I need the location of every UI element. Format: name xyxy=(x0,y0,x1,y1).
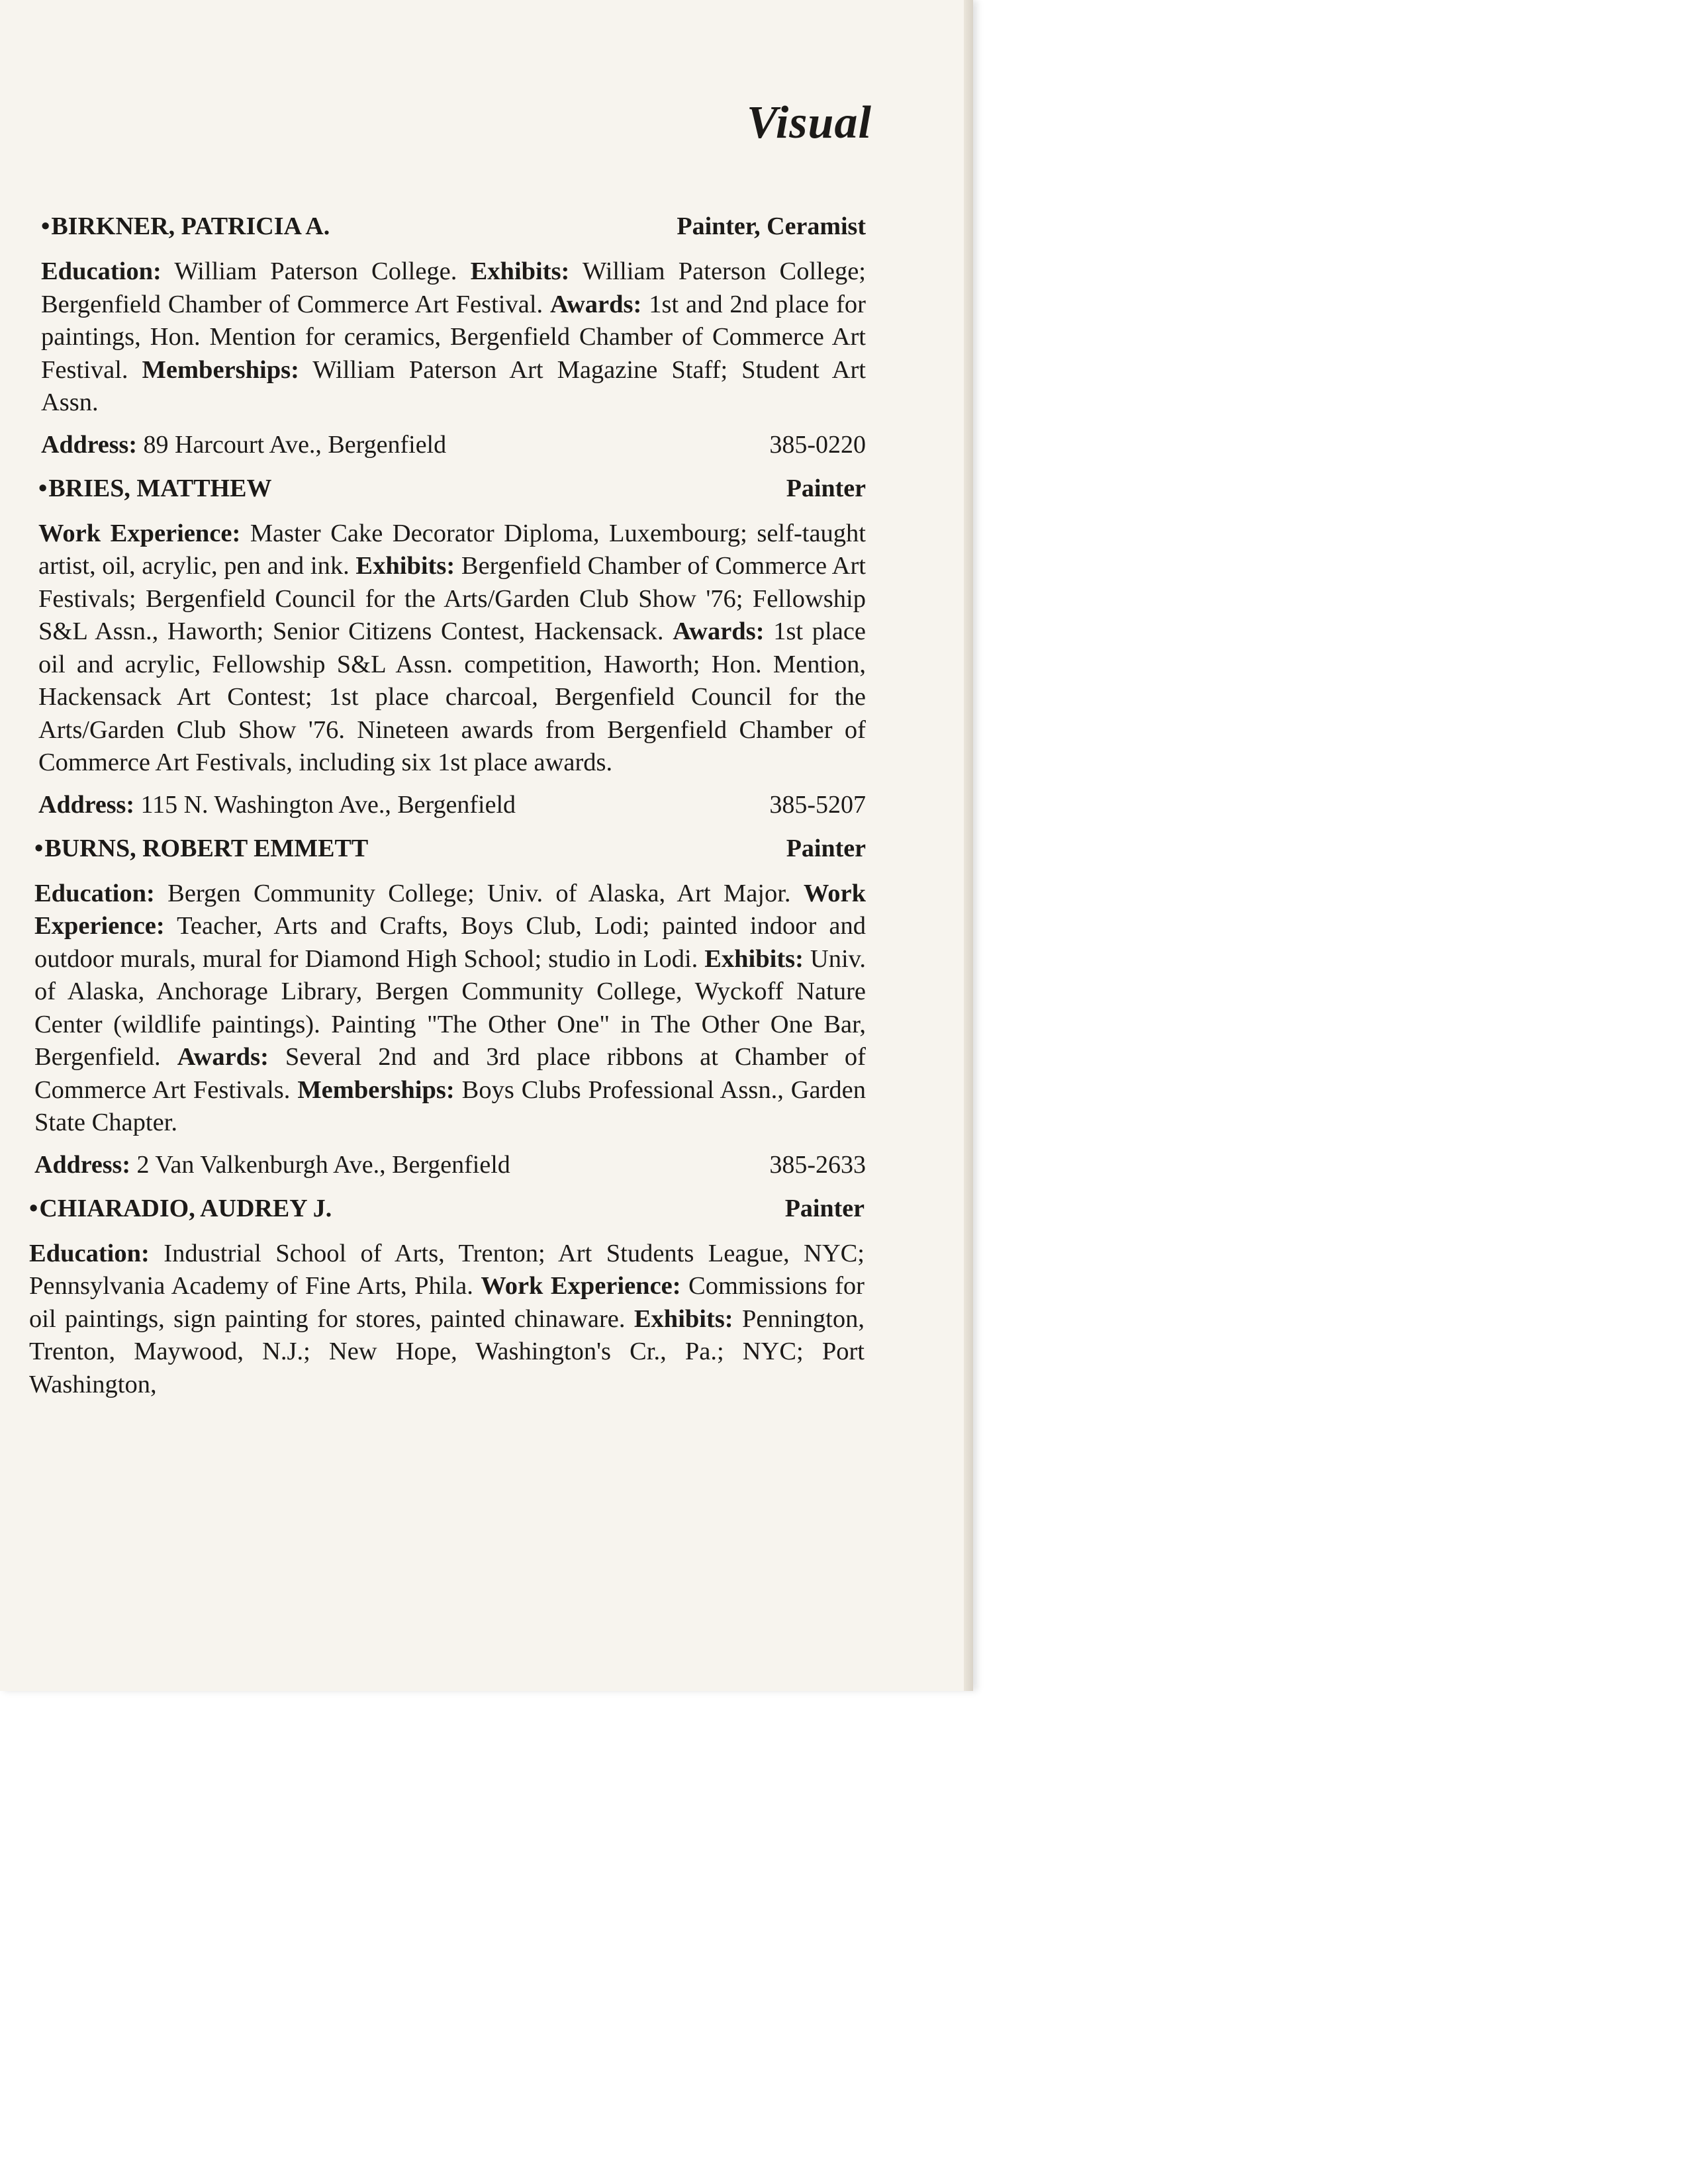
field-text: William Paterson Art Magazine Staff; Student Art Assn. xyxy=(41,355,866,416)
field-label: Work Experience: xyxy=(34,879,867,940)
field-label: Awards: xyxy=(550,290,642,318)
page-edge xyxy=(964,0,973,1691)
field-label: Education: xyxy=(34,879,155,907)
field-label: Education: xyxy=(41,257,162,285)
field-text: Several 2nd and 3rd place ribbons at Chamber of Commerce Art Festivals. xyxy=(34,1043,866,1104)
field-label: Work Experience: xyxy=(38,519,241,547)
artist-entry xyxy=(34,834,866,1179)
directory-page xyxy=(0,0,973,1691)
address-line xyxy=(38,790,866,819)
artist-name: • BIRKNER, PATRICIA A. xyxy=(41,212,330,241)
field-text: Industrial School of Arts, Trenton; Art Students League, NYC; Pennsylvania Academy of Fine Arts, Phila. xyxy=(29,1239,865,1300)
artist-discipline: Painter xyxy=(786,834,866,862)
address-text: 89 Harcourt Ave., Bergenfield xyxy=(143,430,447,459)
address-label: Address: xyxy=(38,790,134,819)
address-line xyxy=(34,1150,866,1179)
entry-details xyxy=(38,518,866,780)
field-label: Exhibits: xyxy=(704,944,804,973)
field-text: 1st and 2nd place for paintings, Hon. Mention for ceramics, Bergenfield Chamber of Commerce Art Festival. xyxy=(41,290,866,384)
entry-details xyxy=(29,1238,865,1402)
field-label: Memberships: xyxy=(297,1075,455,1104)
field-text: Commissions for oil paintings, sign painting for stores, painted chinaware. xyxy=(29,1272,865,1333)
artist-entry xyxy=(29,1194,865,1402)
field-text: Master Cake Decorator Diploma, Luxembourg; self-taught artist, oil, acrylic, pen and ink. xyxy=(38,519,867,580)
artist-discipline: Painter xyxy=(784,1194,865,1222)
phone-number: 385-5207 xyxy=(769,790,866,819)
artist-name: • BRIES, MATTHEW xyxy=(38,474,271,503)
phone-number: 385-2633 xyxy=(769,1150,866,1179)
entry-header xyxy=(29,1194,865,1223)
address-label: Address: xyxy=(34,1150,130,1179)
address-text: 115 N. Washington Ave., Bergenfield xyxy=(140,790,516,819)
address-text: 2 Van Valkenburgh Ave., Bergenfield xyxy=(136,1150,510,1179)
address-label: Address: xyxy=(41,430,137,459)
field-text: Univ. of Alaska, Anchorage Library, Bergen Community College, Wyckoff Nature Center (wildlife paintings). Painting "The Other One" in The Other One Bar, Bergenfield. xyxy=(34,944,867,1071)
entry-header xyxy=(34,834,866,863)
section-title: Visual xyxy=(747,97,872,148)
artist-entry xyxy=(38,474,866,819)
field-label: Memberships: xyxy=(142,355,299,384)
artist-name: • CHIARADIO, AUDREY J. xyxy=(29,1194,332,1223)
address-line xyxy=(41,430,866,459)
entry-header xyxy=(41,212,866,241)
field-text: 1st place oil and acrylic, Fellowship S&L Assn. competition, Haworth; Hon. Mention, Hackensack Art Contest; 1st place charcoal, Bergenfield Council for the Arts/Garden Club Show '76. Nineteen awards from Bergenfield Chamber of Commerce Art Festivals, including six 1st place awards. xyxy=(38,617,867,776)
phone-number: 385-0220 xyxy=(769,430,866,459)
field-label: Exhibits: xyxy=(633,1304,733,1333)
field-label: Education: xyxy=(29,1239,150,1267)
entry-list xyxy=(29,212,867,1416)
field-label: Exhibits: xyxy=(470,257,570,285)
field-text: William Paterson College. xyxy=(174,257,457,285)
field-label: Awards: xyxy=(673,617,765,645)
field-text: Bergenfield Chamber of Commerce Art Festivals; Bergenfield Council for the Arts/Garden Club Show '76; Fellowship S&L Assn., Haworth; Senior Citizens Contest, Hackensack. xyxy=(38,552,866,645)
field-text: Bergen Community College; Univ. of Alaska, Art Major. xyxy=(167,879,791,907)
artist-name: • BURNS, ROBERT EMMETT xyxy=(34,834,368,863)
entry-details xyxy=(34,878,866,1140)
field-text: William Paterson College; Bergenfield Chamber of Commerce Art Festival. xyxy=(41,257,867,318)
field-label: Awards: xyxy=(177,1043,269,1071)
artist-entry xyxy=(41,212,866,459)
field-text: Teacher, Arts and Crafts, Boys Club, Lodi; painted indoor and outdoor murals, mural for Diamond High School; studio in Lodi. xyxy=(34,912,866,973)
field-label: Work Experience: xyxy=(481,1272,681,1300)
field-text: Boys Clubs Professional Assn., Garden State Chapter. xyxy=(34,1075,867,1136)
field-label: Exhibits: xyxy=(355,552,455,580)
artist-discipline: Painter, Ceramist xyxy=(677,212,866,240)
artist-discipline: Painter xyxy=(786,474,866,502)
entry-header xyxy=(38,474,866,503)
field-text: Pennington, Trenton, Maywood, N.J.; New Hope, Washington's Cr., Pa.; NYC; Port Washington, xyxy=(29,1304,865,1398)
entry-details xyxy=(41,255,866,420)
